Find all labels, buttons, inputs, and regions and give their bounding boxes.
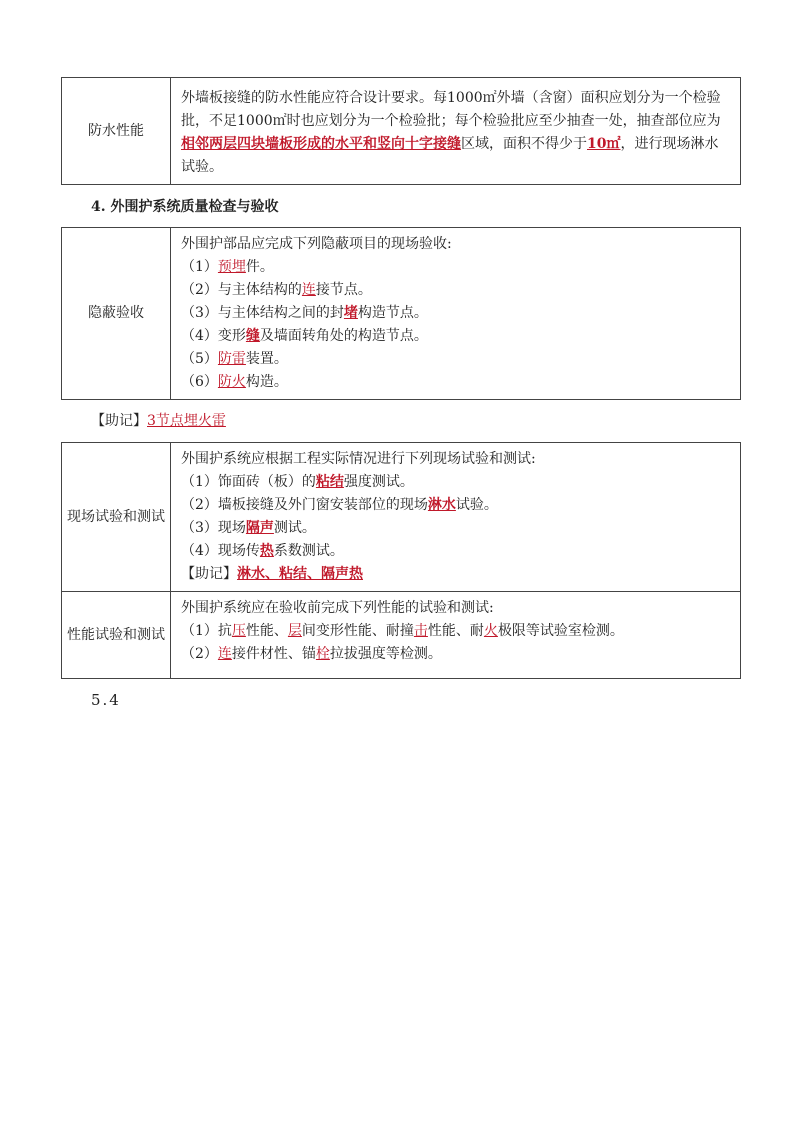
- list-item: （1）预埋件。: [181, 259, 274, 275]
- waterproof-text-2: 区域，面积不得少于: [461, 136, 587, 152]
- list-item: （4）变形缝及墙面转角处的构造节点。: [181, 328, 428, 344]
- waterproof-table: [61, 77, 741, 185]
- waterproof-key-area: 相邻两层四块墙板形成的水平和竖向十字接缝: [181, 136, 461, 152]
- list-item: （3）与主体结构之间的封堵构造节点。: [181, 305, 428, 321]
- mnemonic-prefix: 【助记】: [91, 413, 147, 429]
- performance-test-content: [171, 592, 741, 679]
- list-item: （4）现场传热系数测试。: [181, 543, 344, 559]
- list-item: （3）现场隔声测试。: [181, 520, 316, 536]
- concealed-content: [171, 228, 741, 400]
- waterproof-label: 防水性能: [62, 78, 171, 185]
- performance-test-label: 性能试验和测试: [62, 592, 171, 679]
- list-item: （5）防雷装置。: [181, 351, 288, 367]
- field-test-intro: 外围护系统应根据工程实际情况进行下列现场试验和测试:: [181, 451, 536, 467]
- section-number: 5.4: [91, 691, 121, 709]
- waterproof-key-size: 10㎡: [587, 136, 621, 152]
- concealed-label: 隐蔽验收: [62, 228, 171, 400]
- concealed-intro: 外围护部品应完成下列隐蔽项目的现场验收:: [181, 236, 452, 252]
- list-item: （2）与主体结构的连接节点。: [181, 282, 372, 298]
- list-item: （2）墙板接缝及外门窗安装部位的现场淋水试验。: [181, 497, 498, 513]
- list-item: （6）防火构造。: [181, 374, 288, 390]
- tests-table: [61, 442, 741, 679]
- section-heading: 4. 外围护系统质量检查与验收: [91, 199, 279, 215]
- list-item: （1）饰面砖（板）的粘结强度测试。: [181, 474, 414, 490]
- mnemonic-1: [91, 410, 226, 430]
- field-test-label: 现场试验和测试: [62, 443, 171, 592]
- concealed-acceptance-table: [61, 227, 741, 400]
- waterproof-text-1: 外墙板接缝的防水性能应符合设计要求。每1000㎡外墙（含窗）面积应划分为一个检验批，不足1000㎡时也应划分为一个检验批；每个检验批应至少抽查一处，抽查部位应为: [181, 90, 721, 129]
- mnemonic-text: 3节点埋火雷: [147, 413, 226, 429]
- list-item: （2）连接件材性、锚栓拉拔强度等检测。: [181, 646, 442, 662]
- list-item: （1）抗压性能、层间变形性能、耐撞击性能、耐火极限等试验室检测。: [181, 623, 624, 639]
- waterproof-text-3: ，进行现场淋水试验。: [181, 136, 719, 175]
- waterproof-content: [171, 78, 741, 185]
- field-test-mnemonic: 【助记】淋水、粘结、隔声热: [181, 566, 363, 582]
- performance-test-intro: 外围护系统应在验收前完成下列性能的试验和测试:: [181, 600, 494, 616]
- field-test-content: [171, 443, 741, 592]
